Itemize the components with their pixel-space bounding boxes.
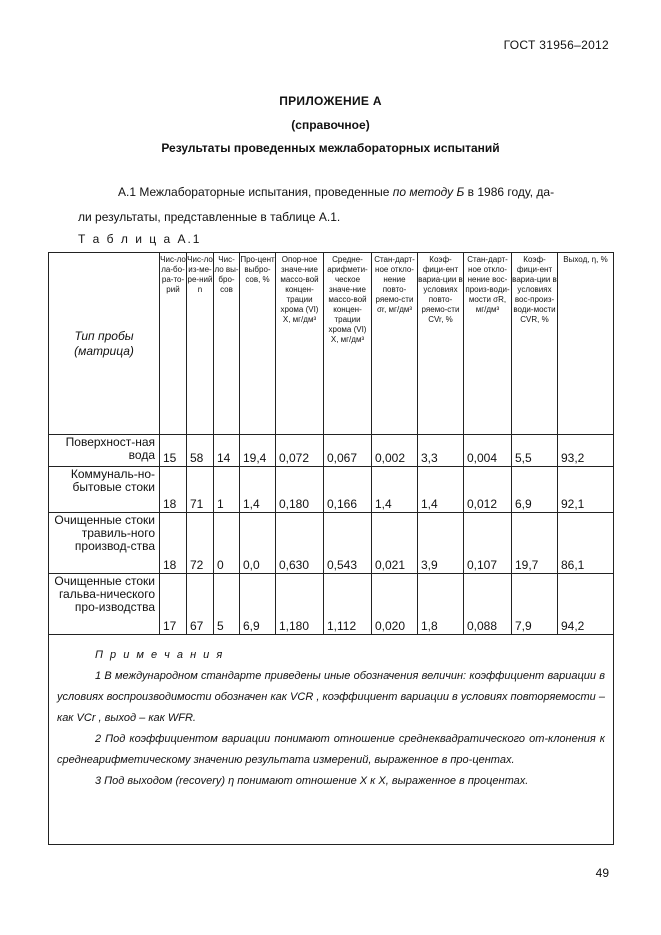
cell: 0,0	[240, 513, 276, 574]
cell: 0,002	[372, 435, 418, 467]
header-outliers: Чис-ло вы-бро-сов	[214, 253, 240, 435]
table-header-row	[49, 253, 614, 435]
cell: 71	[187, 467, 214, 513]
cell: 5	[214, 574, 240, 635]
cell: 3,3	[418, 435, 464, 467]
cell: 1,8	[418, 574, 464, 635]
cell: 58	[187, 435, 214, 467]
cell: 0,072	[276, 435, 324, 467]
cell: 17	[160, 574, 187, 635]
header-sample-type: Тип пробы (матрица)	[49, 253, 160, 435]
header-reproducibility-cv: Коэф-фици-ент вариа-ции в условиях вос-произ-води-мости CVR, %	[512, 253, 558, 435]
table-row	[49, 435, 614, 467]
notes-title: П р и м е ч а н и я	[95, 649, 225, 661]
table-caption: Т а б л и ц а А.1	[78, 232, 202, 246]
cell: 0,630	[276, 513, 324, 574]
header-repeatability-sd: Стан-дарт-ное откло-нение повто-ряемо-сти σr, мг/дм³	[372, 253, 418, 435]
row-sample-name: Коммуналь-но-бытовые стоки	[49, 467, 160, 513]
header-outlier-percent: Про-цент выбро-сов, %	[240, 253, 276, 435]
cell: 1,4	[418, 467, 464, 513]
cell: 86,1	[558, 513, 614, 574]
cell: 1,112	[324, 574, 372, 635]
cell: 1,4	[372, 467, 418, 513]
cell: 0,020	[372, 574, 418, 635]
table-row	[49, 467, 614, 513]
table-row	[49, 574, 614, 635]
header-repeatability-cv: Коэф-фици-ент вариа-ции в условиях повто-ряемо-сти CVr, %	[418, 253, 464, 435]
notes-row	[49, 635, 614, 845]
cell: 0,543	[324, 513, 372, 574]
row-sample-name: Очищенные стоки гальва-нического про-изводства	[49, 574, 160, 635]
header-measurements: Чис-ло из-ме-ре-ний n	[187, 253, 214, 435]
cell: 67	[187, 574, 214, 635]
cell: 18	[160, 513, 187, 574]
cell: 94,2	[558, 574, 614, 635]
cell: 0,012	[464, 467, 512, 513]
header-reference-value: Опор-ное значе-ние массо-вой концен-трации хрома (VI) X, мг/дм³	[276, 253, 324, 435]
intro-text-a: А.1 Межлабораторные испытания, проведенные	[118, 185, 390, 199]
cell: 19,4	[240, 435, 276, 467]
note-3: 3 Под выходом (recovery) η понимают отношение X к X, выраженное в процентах.	[95, 775, 529, 787]
note-1: 1 В международном стандарте приведены иные обозначения величин: коэффициент вариации в условиях воспроизводимости обозначен как VCR , коэффициент вариации в условиях повторяемости – как VCr , выход – как WFR.	[57, 670, 605, 724]
header-labs: Чис-ло ла-бо-ра-то-рий	[160, 253, 187, 435]
cell: 18	[160, 467, 187, 513]
cell: 14	[214, 435, 240, 467]
cell: 0,088	[464, 574, 512, 635]
results-table	[48, 252, 614, 845]
cell: 1	[214, 467, 240, 513]
cell: 0,166	[324, 467, 372, 513]
cell: 6,9	[240, 574, 276, 635]
cell: 0,021	[372, 513, 418, 574]
header-mean-value: Средне-арифмети-ческое значе-ние массо-вой концен-трации хрома (VI) X, мг/дм³	[324, 253, 372, 435]
cell: 3,9	[418, 513, 464, 574]
cell: 0	[214, 513, 240, 574]
cell: 72	[187, 513, 214, 574]
cell: 0,067	[324, 435, 372, 467]
cell: 0,180	[276, 467, 324, 513]
cell: 5,5	[512, 435, 558, 467]
cell: 0,004	[464, 435, 512, 467]
cell: 92,1	[558, 467, 614, 513]
intro-line-1	[118, 185, 554, 199]
cell: 93,2	[558, 435, 614, 467]
row-sample-name: Очищенные стоки травиль-ного производ-ства	[49, 513, 160, 574]
cell: 19,7	[512, 513, 558, 574]
standard-number: ГОСТ 31956–2012	[503, 38, 609, 52]
intro-text-c: в 1986 году, да-	[467, 185, 555, 199]
header-recovery: Выход, η, %	[558, 253, 614, 435]
cell: 7,9	[512, 574, 558, 635]
appendix-title: Результаты проведенных межлабораторных испытаний	[161, 141, 500, 155]
intro-line-2: ли результаты, представленные в таблице А.1.	[78, 210, 341, 224]
cell: 6,9	[512, 467, 558, 513]
note-2: 2 Под коэффициентом вариации понимают отношение среднеквадратического от-клонения к среднеарифметическому значению результата измерений, выраженное в про-центах.	[57, 733, 605, 766]
intro-method: по методу Б	[392, 185, 465, 199]
cell: 1,4	[240, 467, 276, 513]
header-reproducibility-sd: Стан-дарт-ное откло-нение вос-произ-води-мости σR, мг/дм³	[464, 253, 512, 435]
appendix-type: (справочное)	[291, 118, 370, 132]
cell: 1,180	[276, 574, 324, 635]
cell: 0,107	[464, 513, 512, 574]
appendix-heading: ПРИЛОЖЕНИЕ А	[279, 94, 382, 108]
cell: 15	[160, 435, 187, 467]
notes-cell	[49, 635, 614, 845]
row-sample-name: Поверхност-ная вода	[49, 435, 160, 467]
table-row	[49, 513, 614, 574]
page-number: 49	[595, 866, 609, 880]
